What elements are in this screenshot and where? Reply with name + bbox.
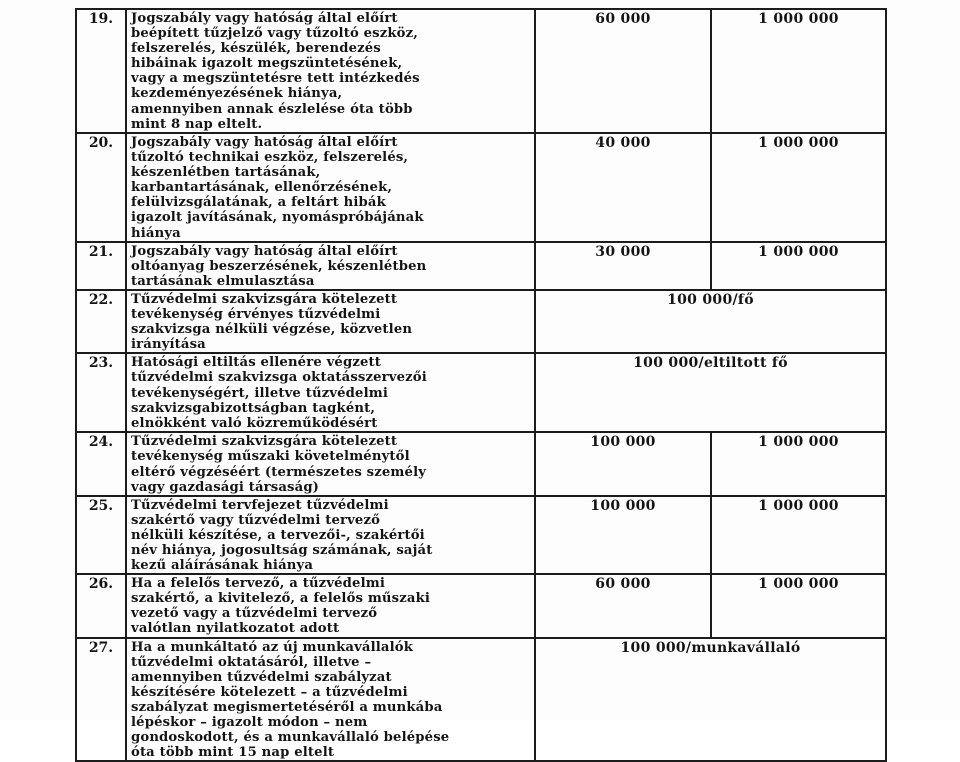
description-line: Jogszabály vagy hatóság által előírt (131, 243, 398, 259)
description-line: Ha a munkáltató az új munkavállalók (131, 639, 414, 655)
table-row (76, 432, 886, 495)
description-line: nélküli készítése, a tervezői-, szakértői (131, 527, 425, 543)
row-number: 22. (76, 290, 126, 353)
row-number: 21. (76, 242, 126, 290)
fine-amount-max: 1 000 000 (711, 133, 886, 242)
fine-amount-fixed: 100 000/fő (535, 290, 886, 353)
description-line: beépített tűzjelző vagy tűzoltó eszköz, (131, 26, 419, 42)
violation-description (126, 574, 535, 637)
row-number: 25. (76, 496, 126, 574)
violation-description (126, 133, 535, 242)
fine-amount-max: 1 000 000 (711, 574, 886, 637)
description-line: tevékenységért, illetve tűzvédelmi (131, 385, 389, 401)
description-line: szakvizsgabizottságban tagként, (131, 400, 376, 416)
description-line: készenlétben tartásának, (131, 165, 321, 181)
row-number: 19. (76, 9, 126, 133)
description-line: mint 8 nap eltelt. (131, 116, 263, 132)
description-line: készítésére kötelezett – a tűzvédelmi (131, 684, 408, 700)
table-row (76, 638, 886, 762)
description-line: valótlan nyilatkozatot adott (131, 621, 340, 637)
description-line: hibáinak igazolt megszüntetésének, (131, 56, 403, 72)
description-line: lépéskor – igazolt módon – nem (131, 715, 368, 730)
fine-amount-min: 40 000 (535, 133, 711, 242)
table-row (76, 242, 886, 290)
table-row (76, 133, 886, 242)
fine-amount-min: 100 000 (535, 496, 711, 574)
description-line: amennyiben annak észlelése óta több (131, 101, 413, 117)
row-number: 27. (76, 638, 126, 762)
fine-amount-max: 1 000 000 (711, 9, 886, 133)
description-line: irányítása (131, 337, 206, 353)
fine-amount-max: 1 000 000 (711, 432, 886, 495)
description-line: igazolt javításának, nyomáspróbájának (131, 210, 424, 226)
description-line: gondoskodott, és a munkavállaló belépése (131, 730, 450, 746)
fines-table-body (76, 9, 886, 761)
description-line: vagy gazdasági társaság) (131, 479, 320, 495)
fine-amount-min: 100 000 (535, 432, 711, 495)
violation-description (126, 242, 535, 290)
description-line: óta több mint 15 nap eltelt (131, 745, 335, 761)
description-line: kezű aláírásának hiánya (131, 558, 314, 574)
table-row (76, 496, 886, 574)
table-row (76, 353, 886, 432)
description-line: Hatósági eltiltás ellenére végzett (131, 355, 381, 371)
description-line: vagy a megszüntetésre tett intézkedés (131, 71, 420, 87)
violation-description (126, 290, 535, 353)
description-line: kezdeményezésének hiánya, (131, 86, 343, 102)
description-line: tűzvédelmi szakvizsga oktatásszervezői (131, 370, 427, 386)
description-line: tevékenység érvényes tűzvédelmi (131, 307, 381, 323)
description-line: szabályzat megismertetéséről a munkába (131, 699, 443, 715)
description-line: szakértő, a kivitelező, a felelős műszaki (131, 591, 431, 607)
row-number: 20. (76, 133, 126, 242)
fine-amount-fixed: 100 000/eltiltott fő (535, 353, 886, 432)
fine-amount-min: 60 000 (535, 9, 711, 133)
description-line: tűzvédelmi oktatásáról, illetve – (131, 654, 372, 670)
description-line: elnökként való közreműködésért (131, 415, 378, 431)
description-line: szakvizsga nélküli végzése, közvetlen (131, 322, 413, 338)
violation-description (126, 496, 535, 574)
row-number: 26. (76, 574, 126, 637)
fine-amount-min: 60 000 (535, 574, 711, 637)
violation-description (126, 9, 535, 133)
description-line: szakértő vagy tűzvédelmi tervező (131, 512, 381, 528)
description-line: vezető vagy a tűzvédelmi tervező (131, 606, 378, 622)
fine-amount-max: 1 000 000 (711, 496, 886, 574)
description-line: eltérő végzéséért (természetes személy (131, 464, 427, 480)
description-line: Jogszabály vagy hatóság által előírt (131, 135, 398, 150)
description-line: oltóanyag beszerzésének, készenlétben (131, 258, 427, 274)
description-line: tartásának elmulasztása (131, 273, 315, 289)
table-row (76, 290, 886, 353)
description-line: név hiánya, jogosultság számának, saját (131, 542, 433, 558)
description-line: karbantartásának, ellenőrzésének, (131, 180, 393, 196)
description-line: Tűzvédelmi szakvizsgára kötelezett (131, 434, 398, 450)
description-line: felszerelés, készülék, berendezés (131, 41, 381, 57)
description-line: tűzoltó technikai eszköz, felszerelés, (131, 150, 409, 166)
description-line: Tűzvédelmi szakvizsgára kötelezett (131, 291, 398, 307)
description-line: Tűzvédelmi tervfejezet tűzvédelmi (131, 497, 389, 513)
violation-description (126, 353, 535, 432)
description-line: hiánya (131, 225, 181, 241)
row-number: 23. (76, 353, 126, 432)
row-number: 24. (76, 432, 126, 495)
fines-table (75, 8, 887, 762)
fine-amount-fixed: 100 000/munkavállaló (535, 638, 886, 762)
description-line: amennyiben tűzvédelmi szabályzat (131, 669, 392, 685)
fine-amount-max: 1 000 000 (711, 242, 886, 290)
description-line: Jogszabály vagy hatóság által előírt (131, 11, 398, 26)
description-line: Ha a felelős tervező, a tűzvédelmi (131, 576, 386, 592)
violation-description (126, 638, 535, 762)
table-row (76, 574, 886, 637)
description-line: felülvizsgálatának, a feltárt hibák (131, 195, 386, 211)
table-row (76, 9, 886, 133)
violation-description (126, 432, 535, 495)
description-line: tevékenység műszaki követelménytől (131, 449, 410, 465)
fine-amount-min: 30 000 (535, 242, 711, 290)
